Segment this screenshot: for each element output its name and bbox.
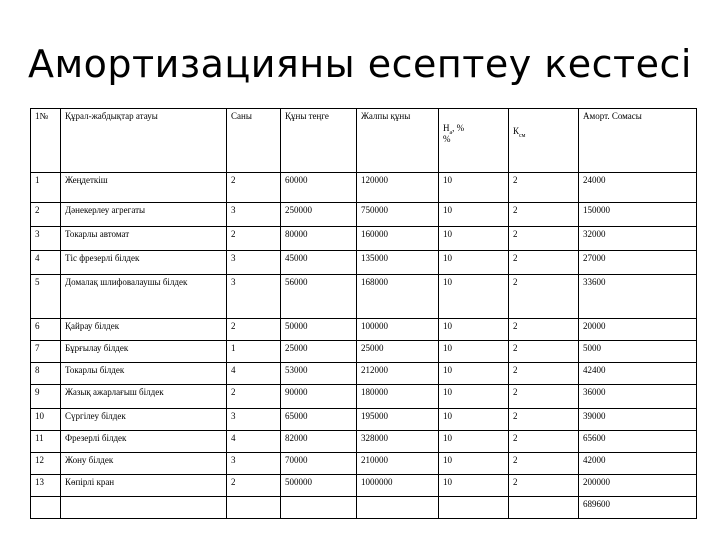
amort-sum: 32000 — [579, 227, 697, 251]
table-row — [31, 431, 697, 453]
table-row — [31, 475, 697, 497]
equipment-name: Фрезерлі білдек — [61, 431, 227, 453]
table-row — [31, 363, 697, 385]
amort-sum: 39000 — [579, 409, 697, 431]
unit-price: 65000 — [281, 409, 357, 431]
quantity: 3 — [227, 409, 281, 431]
unit-price: 53000 — [281, 363, 357, 385]
total-cost: 212000 — [357, 363, 439, 385]
header-price: Құны теңге — [281, 109, 357, 173]
amort-sum: 5000 — [579, 341, 697, 363]
amort-norm: 10 — [439, 431, 509, 453]
coefficient: 2 — [509, 251, 579, 275]
total-cost: 120000 — [357, 173, 439, 203]
table-row — [31, 251, 697, 275]
coefficient: 2 — [509, 173, 579, 203]
amort-sum: 65600 — [579, 431, 697, 453]
row-number: 9 — [31, 385, 61, 409]
unit-price: 45000 — [281, 251, 357, 275]
amort-norm: 10 — [439, 475, 509, 497]
coefficient: 2 — [509, 453, 579, 475]
quantity: 2 — [227, 173, 281, 203]
row-number: 4 — [31, 251, 61, 275]
quantity: 3 — [227, 203, 281, 227]
coefficient: 2 — [509, 475, 579, 497]
row-number: 5 — [31, 275, 61, 319]
unit-price: 70000 — [281, 453, 357, 475]
quantity: 3 — [227, 453, 281, 475]
table-row — [31, 385, 697, 409]
equipment-name: Дәнекерлеу агрегаты — [61, 203, 227, 227]
total-amort-sum: 689600 — [579, 497, 697, 519]
amort-norm: 10 — [439, 251, 509, 275]
unit-price: 50000 — [281, 319, 357, 341]
coefficient: 2 — [509, 363, 579, 385]
row-number: 7 — [31, 341, 61, 363]
quantity: 4 — [227, 363, 281, 385]
amort-norm: 10 — [439, 227, 509, 251]
equipment-name: Көпірлі кран — [61, 475, 227, 497]
coefficient: 2 — [509, 385, 579, 409]
row-number: 13 — [31, 475, 61, 497]
total-cost: 328000 — [357, 431, 439, 453]
amort-sum: 20000 — [579, 319, 697, 341]
equipment-name: Қайрау білдек — [61, 319, 227, 341]
unit-price: 25000 — [281, 341, 357, 363]
empty-cell — [509, 497, 579, 519]
table-row — [31, 453, 697, 475]
unit-price: 60000 — [281, 173, 357, 203]
empty-cell — [61, 497, 227, 519]
header-coef-prefix: К — [513, 126, 520, 136]
amortization-table — [30, 108, 697, 519]
total-cost: 160000 — [357, 227, 439, 251]
coefficient: 2 — [509, 341, 579, 363]
table-row — [31, 341, 697, 363]
total-cost: 750000 — [357, 203, 439, 227]
amort-sum: 150000 — [579, 203, 697, 227]
row-number: 11 — [31, 431, 61, 453]
header-coef-sub: см — [519, 132, 526, 139]
header-norm — [439, 109, 509, 173]
empty-cell — [439, 497, 509, 519]
amort-sum: 42400 — [579, 363, 697, 385]
page-title: Амортизацияны есептеу кестесі — [28, 42, 692, 86]
header-norm-line2: % — [443, 134, 451, 144]
equipment-name: Жазық ажарлағыш білдек — [61, 385, 227, 409]
header-amort: Аморт. Сомасы — [579, 109, 697, 173]
amort-sum: 33600 — [579, 275, 697, 319]
total-cost: 180000 — [357, 385, 439, 409]
coefficient: 2 — [509, 409, 579, 431]
table-row — [31, 227, 697, 251]
amort-sum: 36000 — [579, 385, 697, 409]
empty-cell — [227, 497, 281, 519]
equipment-name: Токарлы білдек — [61, 363, 227, 385]
empty-cell — [31, 497, 61, 519]
header-num: 1№ — [31, 109, 61, 173]
equipment-name: Жону білдек — [61, 453, 227, 475]
coefficient: 2 — [509, 319, 579, 341]
total-cost: 168000 — [357, 275, 439, 319]
row-number: 2 — [31, 203, 61, 227]
empty-cell — [357, 497, 439, 519]
row-number: 12 — [31, 453, 61, 475]
quantity: 2 — [227, 385, 281, 409]
unit-price: 56000 — [281, 275, 357, 319]
total-cost: 100000 — [357, 319, 439, 341]
total-cost: 1000000 — [357, 475, 439, 497]
header-qty: Саны — [227, 109, 281, 173]
amort-sum: 24000 — [579, 173, 697, 203]
equipment-name: Жеңдеткіш — [61, 173, 227, 203]
row-number: 1 — [31, 173, 61, 203]
amort-norm: 10 — [439, 409, 509, 431]
amort-norm: 10 — [439, 363, 509, 385]
amort-norm: 10 — [439, 319, 509, 341]
equipment-name: Тіс фрезерлі білдек — [61, 251, 227, 275]
quantity: 2 — [227, 475, 281, 497]
quantity: 3 — [227, 251, 281, 275]
header-equipment: Құрал-жабдықтар атауы — [61, 109, 227, 173]
amort-norm: 10 — [439, 385, 509, 409]
amort-norm: 10 — [439, 203, 509, 227]
header-coef — [509, 109, 579, 173]
unit-price: 500000 — [281, 475, 357, 497]
quantity: 2 — [227, 227, 281, 251]
coefficient: 2 — [509, 431, 579, 453]
table-row — [31, 319, 697, 341]
amort-sum: 200000 — [579, 475, 697, 497]
total-cost: 210000 — [357, 453, 439, 475]
table-row — [31, 409, 697, 431]
coefficient: 2 — [509, 275, 579, 319]
unit-price: 82000 — [281, 431, 357, 453]
unit-price: 90000 — [281, 385, 357, 409]
total-cost: 25000 — [357, 341, 439, 363]
header-norm-suffix: , % — [452, 123, 465, 133]
total-cost: 195000 — [357, 409, 439, 431]
empty-cell — [281, 497, 357, 519]
table-row — [31, 173, 697, 203]
equipment-name: Бұрғылау білдек — [61, 341, 227, 363]
quantity: 4 — [227, 431, 281, 453]
amort-norm: 10 — [439, 453, 509, 475]
header-row — [31, 109, 697, 173]
unit-price: 80000 — [281, 227, 357, 251]
quantity: 3 — [227, 275, 281, 319]
total-cost: 135000 — [357, 251, 439, 275]
amort-norm: 10 — [439, 275, 509, 319]
amort-sum: 27000 — [579, 251, 697, 275]
equipment-name: Домалақ шлифовалаушы білдек — [61, 275, 227, 319]
header-total: Жалпы құны — [357, 109, 439, 173]
header-norm-sub: а — [449, 129, 453, 136]
row-number: 3 — [31, 227, 61, 251]
table-row — [31, 203, 697, 227]
unit-price: 250000 — [281, 203, 357, 227]
equipment-name: Сүргілеу білдек — [61, 409, 227, 431]
amort-norm: 10 — [439, 341, 509, 363]
coefficient: 2 — [509, 227, 579, 251]
quantity: 2 — [227, 319, 281, 341]
header-norm-prefix: Н — [443, 123, 450, 133]
amort-norm: 10 — [439, 173, 509, 203]
row-number: 8 — [31, 363, 61, 385]
amort-sum: 42000 — [579, 453, 697, 475]
quantity: 1 — [227, 341, 281, 363]
equipment-name: Токарлы автомат — [61, 227, 227, 251]
row-number: 10 — [31, 409, 61, 431]
total-row — [31, 497, 697, 519]
row-number: 6 — [31, 319, 61, 341]
table-row — [31, 275, 697, 319]
coefficient: 2 — [509, 203, 579, 227]
